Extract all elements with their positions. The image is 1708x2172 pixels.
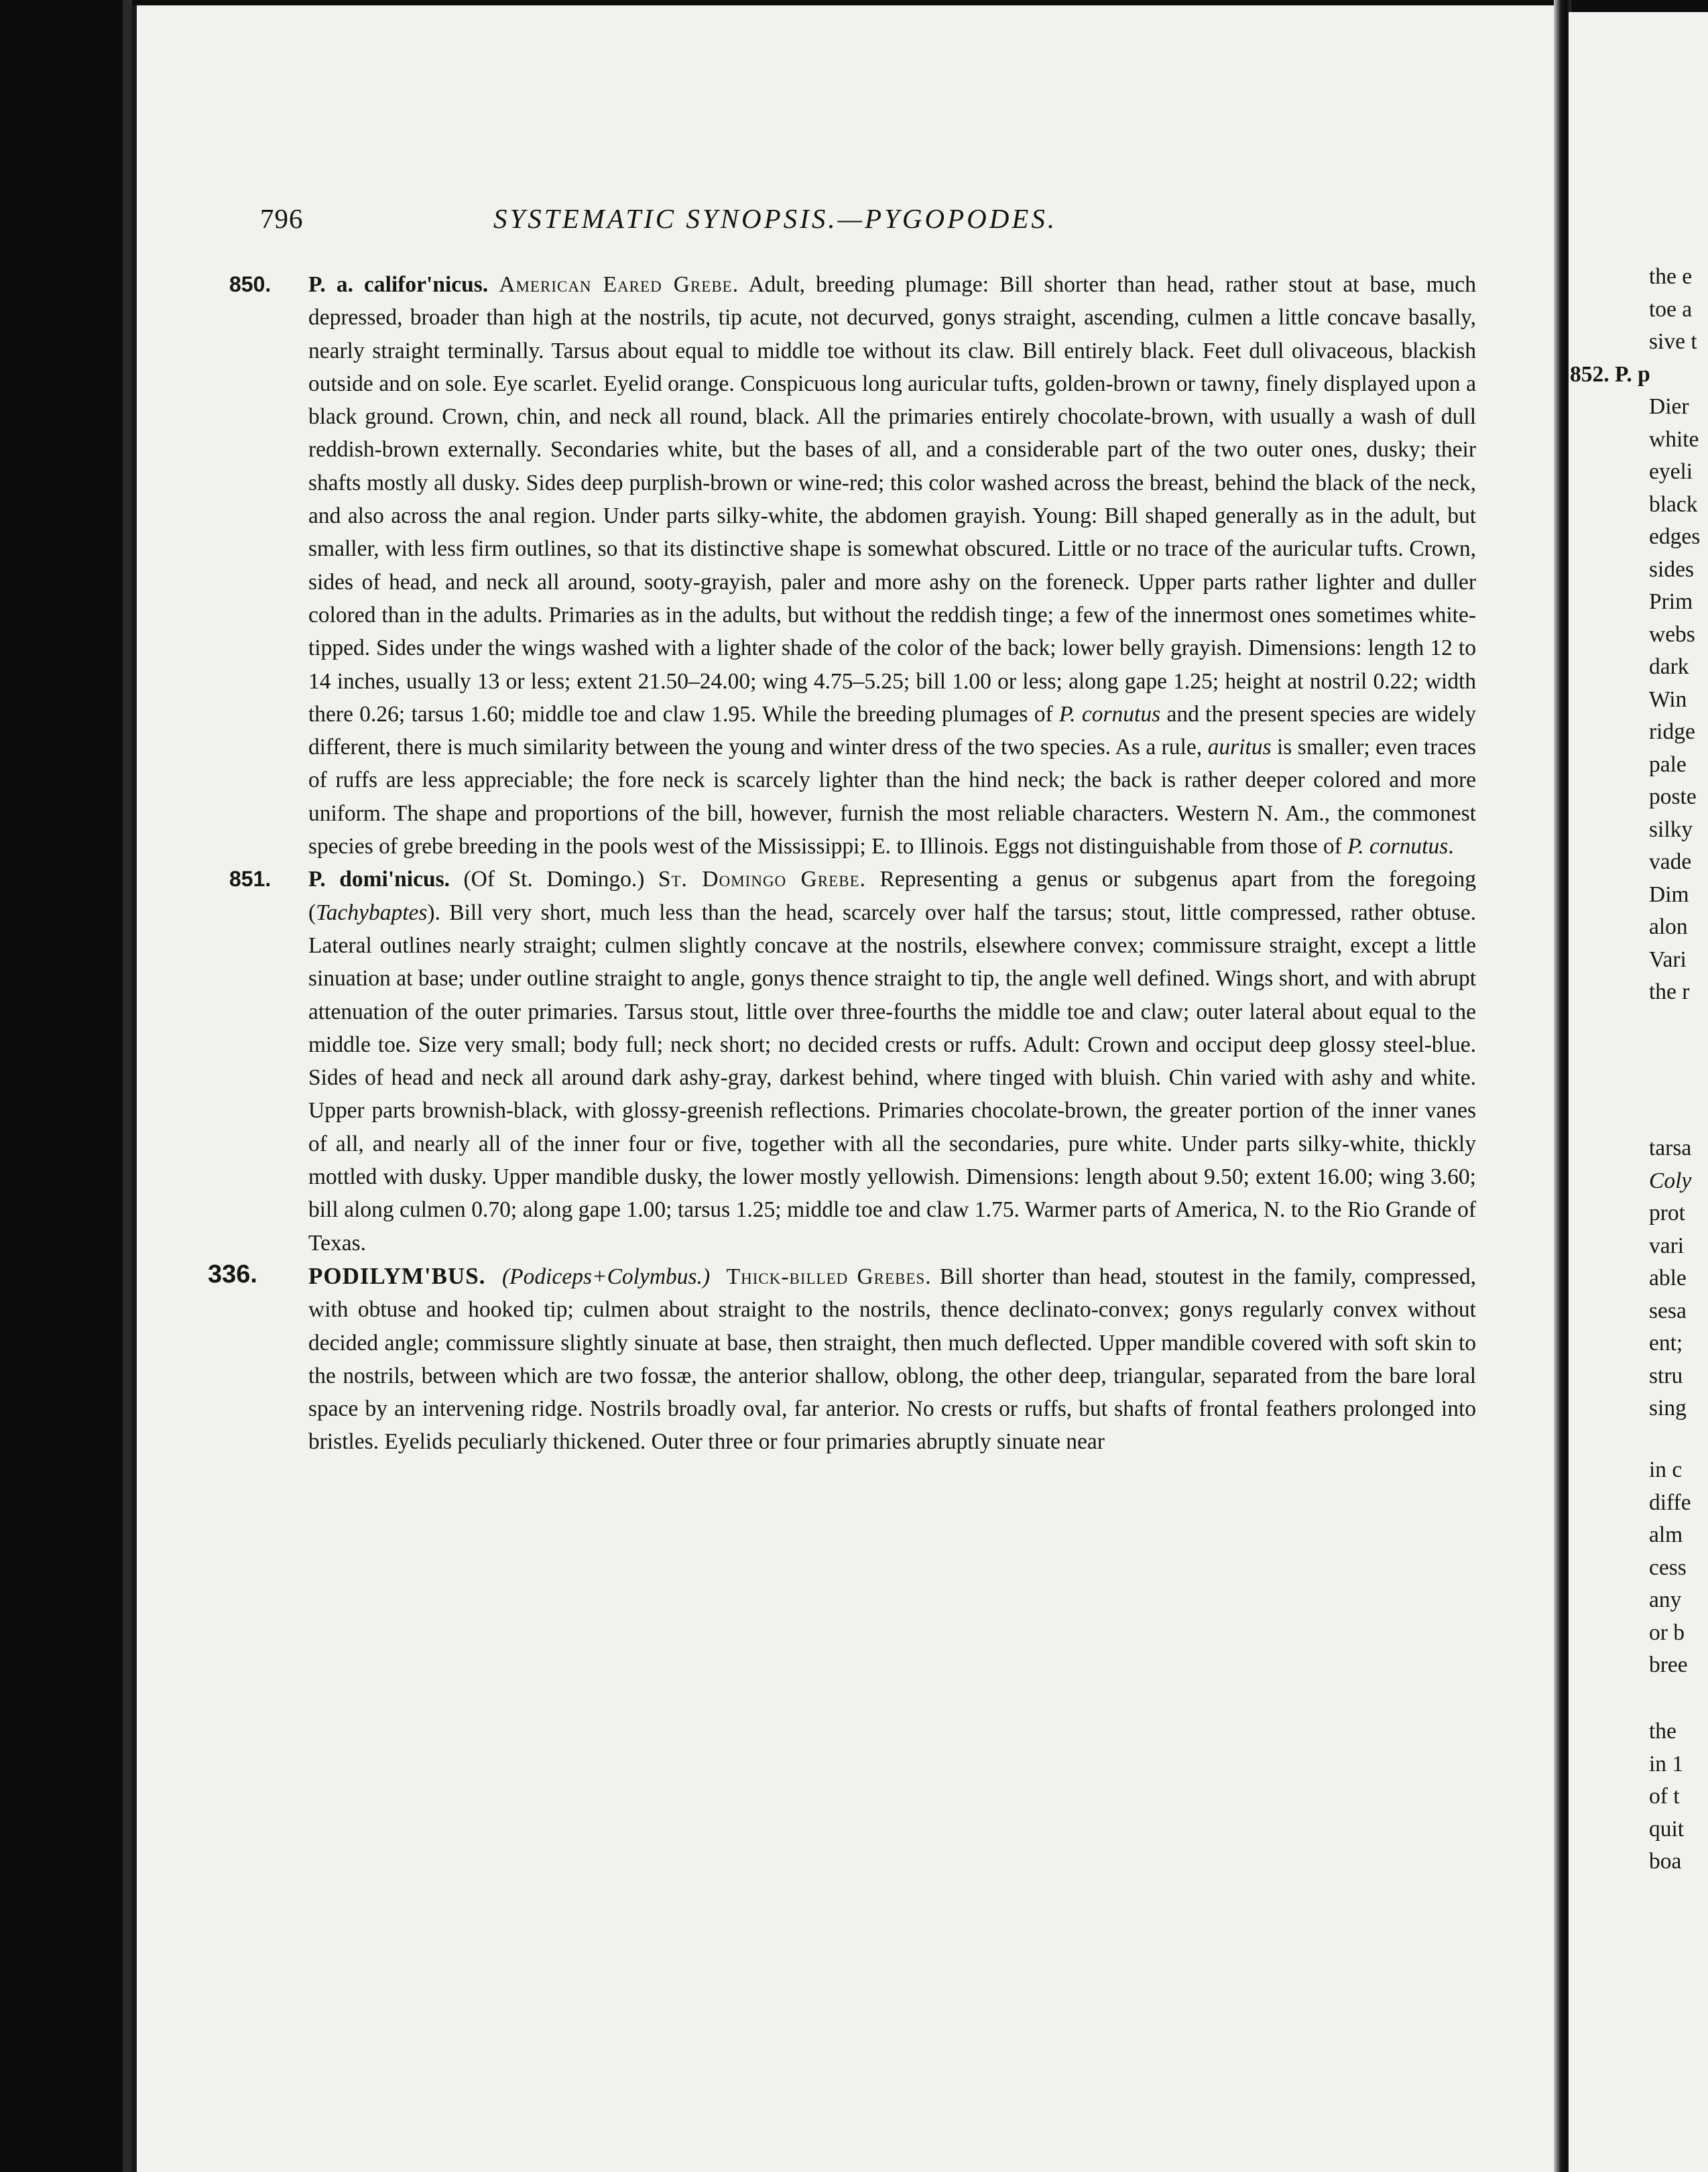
- adjacent-page-line: poste: [1649, 784, 1697, 809]
- description-text: and the present species are widely different, there is much similarity between the young and winter dress of the two species. As a rule,: [308, 701, 1477, 760]
- species-name: P. a. califor'nicus.: [308, 272, 489, 297]
- description-text: .: [1448, 834, 1454, 859]
- page-body: [208, 268, 1477, 1459]
- italic-name: auritus: [1207, 735, 1272, 760]
- adjacent-page-line: tarsa: [1649, 1136, 1692, 1160]
- page-number: 796: [260, 203, 304, 234]
- description-text: Adult, breeding plumage: Bill shorter than head, rather stout at base, much depressed, broader than high at the nostrils, tip acute, not decurved, gonys straight, ascending, culmen a little concave basally, nearly straight terminally. Tarsus about equal to middle toe without its claw. Bill entirely black. Feet dull olivaceous, blackish outside and on sole. Eye scarlet. Eyelid orange. Conspicuous long auricular tufts, golden-brown or tawny, finely displayed upon a black ground. Crown, chin, and neck all round, black. All the primaries entirely chocolate-brown, with usually a wash of dull reddish-brown externally. Secondaries white, but the bases of all, and a considerable part of the two outer ones, dusky; their shafts mostly all dusky. Sides deep purplish-brown or wine-red; this color washed across the breast, behind the black of the neck, and also across the anal region. Under parts silky-white, the abdomen grayish. Young: Bill shaped generally as in the adult, but smaller, with less firm outlines, so that its distinctive shape is somewhat obscured. Little or no trace of the auricular tufts. Crown, sides of head, and neck all around, sooty-grayish, paler and more ashy on the foreneck. Upper parts rather lighter and duller colored than in the adults. Primaries as in the adults, but without the reddish tinge; a few of the innermost ones sometimes white-tipped. Sides under the wings washed with a lighter shade of the color of the back; lower belly grayish. Dimensions: length 12 to 14 inches, usually 13 or less; extent 21.50–24.00; wing 4.75–5.25; bill 1.00 or less; along gape 1.25; height at nostril 0.22; width there 0.26; tarsus 1.60; middle toe and claw 1.95. While the breeding plumages of: [308, 272, 1476, 727]
- adjacent-page-line: edges: [1649, 524, 1701, 549]
- adjacent-page-line: the e: [1649, 264, 1693, 289]
- adjacent-page-fragment: [1569, 12, 1708, 2172]
- italic-name: P. cornutus: [1347, 834, 1449, 859]
- adjacent-page-line: alon: [1649, 914, 1688, 939]
- adjacent-page-line: black: [1649, 491, 1698, 517]
- adjacent-page-line: Dim: [1649, 882, 1689, 907]
- species-name: P. domi'nicus.: [308, 867, 450, 892]
- adjacent-page-line: silky: [1649, 817, 1693, 842]
- adjacent-page-line: ridge: [1649, 719, 1695, 744]
- genus-name: PODILYM'BUS.: [308, 1262, 486, 1289]
- genus-synonyms: (Podiceps+Colymbus.): [502, 1264, 711, 1289]
- running-title: SYSTEMATIC SYNOPSIS.—PYGOPODES.: [493, 203, 1058, 234]
- adjacent-page-line: Prim: [1649, 589, 1693, 614]
- italic-name: Tachybaptes: [316, 900, 428, 925]
- adjacent-page-line: sides: [1649, 556, 1694, 582]
- adjacent-page-line: vari: [1649, 1233, 1685, 1258]
- etymology: (Of St. Domingo.): [450, 867, 658, 892]
- adjacent-page-line: Coly: [1649, 1168, 1692, 1193]
- running-header: [260, 202, 1473, 243]
- adjacent-page-line: 852. P. p: [1570, 361, 1650, 387]
- adjacent-page-line: the: [1649, 1719, 1676, 1744]
- entry-number: 850.: [229, 272, 271, 296]
- adjacent-page-line: pale: [1649, 751, 1687, 777]
- adjacent-page-line: sesa: [1649, 1298, 1687, 1323]
- common-name: St. Domingo Grebe.: [658, 867, 866, 892]
- adjacent-page-line: the r: [1649, 979, 1690, 1004]
- adjacent-page-line: toe a: [1649, 296, 1693, 322]
- description-text: Representing a genus or subgenus apart from the foregoing (: [308, 867, 1477, 925]
- adjacent-page-line: vade: [1649, 849, 1692, 874]
- adjacent-page-line: or b: [1649, 1620, 1685, 1645]
- common-name: Thick-billed Grebes.: [726, 1264, 932, 1289]
- adjacent-page-line: bree: [1649, 1652, 1688, 1677]
- description-text: ). Bill very short, much less than the head, scarcely over half the tarsus; stout, little compressed, rather obtuse. Lateral outlines nearly straight; culmen slightly concave at the nostrils, elsewhere convex; commissure straight, except a little sinuation at base; under outline straight to angle, gonys thence straight to tip, the angle well defined. Wings short, and with abrupt attenuation of the outer primaries. Tarsus stout, little over three-fourths the middle toe and claw; outer lateral about equal to the middle toe. Size very small; body full; neck short; no decided crests or ruffs. Adult: Crown and occiput deep glossy steel-blue. Sides of head and neck all around dark ashy-gray, darkest behind, where tinged with bluish. Chin varied with ashy and white. Upper parts brownish-black, with glossy-greenish reflections. Primaries chocolate-brown, the greater portion of the inner vanes of all, and nearly all of the inner four or five, together with all the secondaries, pure white. Under parts silky-white, thickly mottled with dusky. Upper mandible dusky, the lower mostly yellowish. Dimensions: length about 9.50; extent 16.00; wing 3.60; bill along culmen 0.70; along gape 1.00; tarsus 1.25; middle toe and claw 1.75. Warmer parts of America, N. to the Rio Grande of Texas.: [308, 900, 1476, 1256]
- adjacent-page-line: quit: [1649, 1816, 1685, 1842]
- entry-851: [229, 863, 1477, 1260]
- adjacent-page-line: ent;: [1649, 1331, 1683, 1355]
- adjacent-page-line: webs: [1649, 621, 1695, 647]
- adjacent-page-line: in 1: [1649, 1751, 1684, 1776]
- description-text: Bill shorter than head, stoutest in the family, compressed, with obtuse and hooked tip; culmen about straight to the nostrils, thence declinato-convex; gonys regularly convex without decided angle; commissure slightly sinuate at base, then straight, then much deflected. Upper mandible covered with soft skin to the nostrils, between which are two fossæ, the anterior shallow, oblong, the other deep, triangular, separated from the bare loral space by an intervening ridge. Nostrils broadly oval, far anterior. No crests or ruffs, but shafts of frontal feathers prolonged into bristles. Eyelids peculiarly thickened. Outer three or four primaries abruptly sinuate near: [308, 1264, 1477, 1455]
- adjacent-page-line: stru: [1649, 1363, 1683, 1388]
- adjacent-page-line: Win: [1649, 686, 1687, 712]
- adjacent-page-line: boa: [1649, 1849, 1682, 1874]
- entry-850: [229, 268, 1477, 863]
- adjacent-page-line: in c: [1649, 1457, 1683, 1482]
- entry-336: [208, 1260, 1477, 1459]
- adjacent-page-line: eyeli: [1649, 459, 1693, 484]
- adjacent-page-line: sing: [1649, 1396, 1687, 1421]
- entry-number: 851.: [229, 867, 271, 892]
- book-edge: [123, 0, 132, 2172]
- adjacent-page-line: white: [1649, 426, 1699, 452]
- genus-number: 336.: [208, 1260, 257, 1288]
- common-name: American Eared Grebe.: [499, 272, 739, 297]
- adjacent-page-line: able: [1649, 1266, 1687, 1290]
- adjacent-page-line: cess: [1649, 1555, 1687, 1580]
- adjacent-page-line: alm: [1649, 1522, 1683, 1547]
- adjacent-page-line: any: [1649, 1587, 1682, 1612]
- adjacent-page-line: Dier: [1649, 394, 1689, 419]
- adjacent-page-line: dark: [1649, 654, 1689, 679]
- italic-name: P. cornutus: [1059, 701, 1161, 727]
- adjacent-page-line: sive t: [1649, 329, 1697, 354]
- adjacent-page-line: of t: [1649, 1784, 1680, 1809]
- adjacent-page-line: diffe: [1649, 1490, 1691, 1515]
- adjacent-page-line: Vari: [1649, 947, 1687, 972]
- adjacent-page-line: prot: [1649, 1201, 1685, 1225]
- description-text: is smaller; even traces of ruffs are less appreciable; the fore neck is scarcely lighter than the hind neck; the back is rather deeper colored and more uniform. The shape and proportions of the bill, however, furnish the most reliable characters. Western N. Am., the commonest species of grebe breeding in the pools west of the Mississippi; E. to Illinois. Eggs not distinguishable from those of: [308, 735, 1476, 859]
